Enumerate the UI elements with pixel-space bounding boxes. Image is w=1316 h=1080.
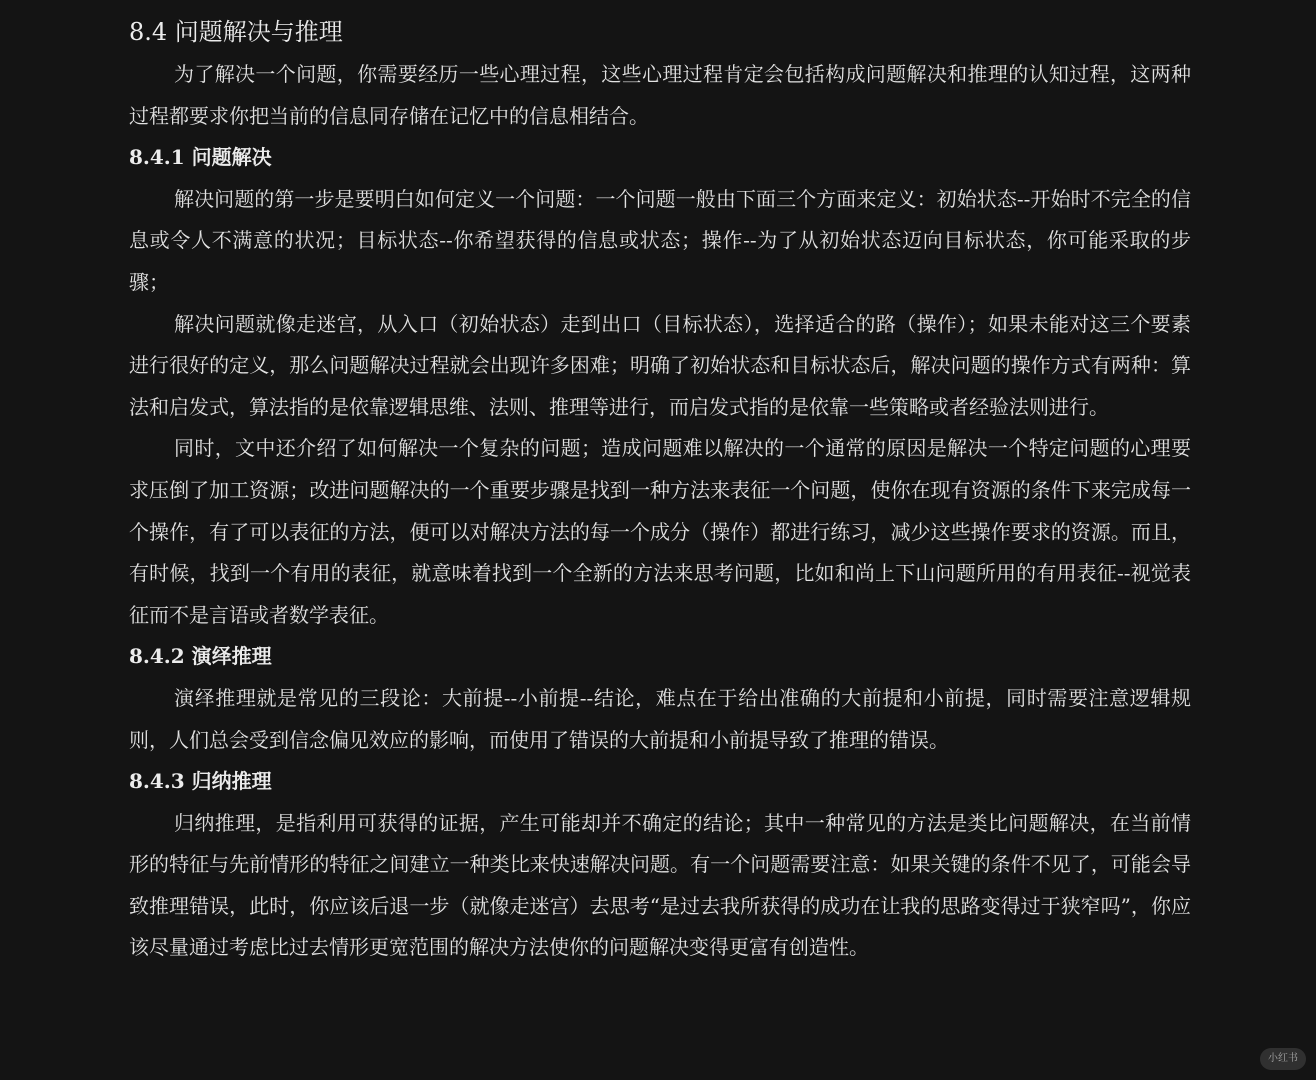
document-page xyxy=(129,12,1191,969)
problem-definition-paragraph: 解决问题的第一步是要明白如何定义一个问题：一个问题一般由下面三个方面来定义：初始状态--开始时不完全的信息或令人不满意的状况；目标状态--你希望获得的信息或状态；操作--为了从初始状态迈向目标状态，你可能采取的步骤； xyxy=(129,186,1191,294)
maze-analogy-paragraph: 解决问题就像走迷宫，从入口（初始状态）走到出口（目标状态），选择适合的路（操作）；如果未能对这三个要素进行很好的定义，那么问题解决过程就会出现许多困难；明确了初始状态和目标状态后，解决问题的操作方式有两种：算法和启发式，算法指的是依靠逻辑思维、法则、推理等进行，而启发式指的是依靠一些策略或者经验法则进行。 xyxy=(129,311,1191,419)
section-title: 8.4 问题解决与推理 xyxy=(129,18,343,46)
intro-paragraph: 为了解决一个问题，你需要经历一些心理过程，这些心理过程肯定会包括构成问题解决和推理的认知过程，这两种过程都要求你把当前的信息同存储在记忆中的信息相结合。 xyxy=(129,62,1191,128)
subsection-heading-problem-solving: 8.4.1 问题解决 xyxy=(129,145,272,170)
watermark-logo: 小红书 xyxy=(1260,1048,1306,1070)
subsection-heading-inductive-reasoning: 8.4.3 归纳推理 xyxy=(129,769,272,794)
subsection-heading-deductive-reasoning: 8.4.2 演绎推理 xyxy=(129,644,272,669)
complex-problem-paragraph: 同时，文中还介绍了如何解决一个复杂的问题；造成问题难以解决的一个通常的原因是解决一个特定问题的心理要求压倒了加工资源；改进问题解决的一个重要步骤是找到一种方法来表征一个问题，使你在现有资源的条件下来完成每一个操作，有了可以表征的方法，便可以对解决方法的每一个成分（操作）都进行练习，减少这些操作要求的资源。而且，有时候，找到一个有用的表征，就意味着找到一个全新的方法来思考问题，比如和尚上下山问题所用的有用表征--视觉表征而不是言语或者数学表征。 xyxy=(129,436,1191,627)
inductive-reasoning-paragraph: 归纳推理，是指利用可获得的证据，产生可能却并不确定的结论；其中一种常见的方法是类比问题解决，在当前情形的特征与先前情形的特征之间建立一种类比来快速解决问题。有一个问题需要注意：如果关键的条件不见了，可能会导致推理错误，此时，你应该后退一步（就像走迷宫）去思考“是过去我所获得的成功在让我的思路变得过于狭窄吗”，你应该尽量通过考虑比过去情形更宽范围的解决方法使你的问题解决变得更富有创造性。 xyxy=(129,810,1191,960)
deductive-reasoning-paragraph: 演绎推理就是常见的三段论：大前提--小前提--结论，难点在于给出准确的大前提和小前提，同时需要注意逻辑规则，人们总会受到信念偏见效应的影响，而使用了错误的大前提和小前提导致了推理的错误。 xyxy=(129,685,1191,752)
